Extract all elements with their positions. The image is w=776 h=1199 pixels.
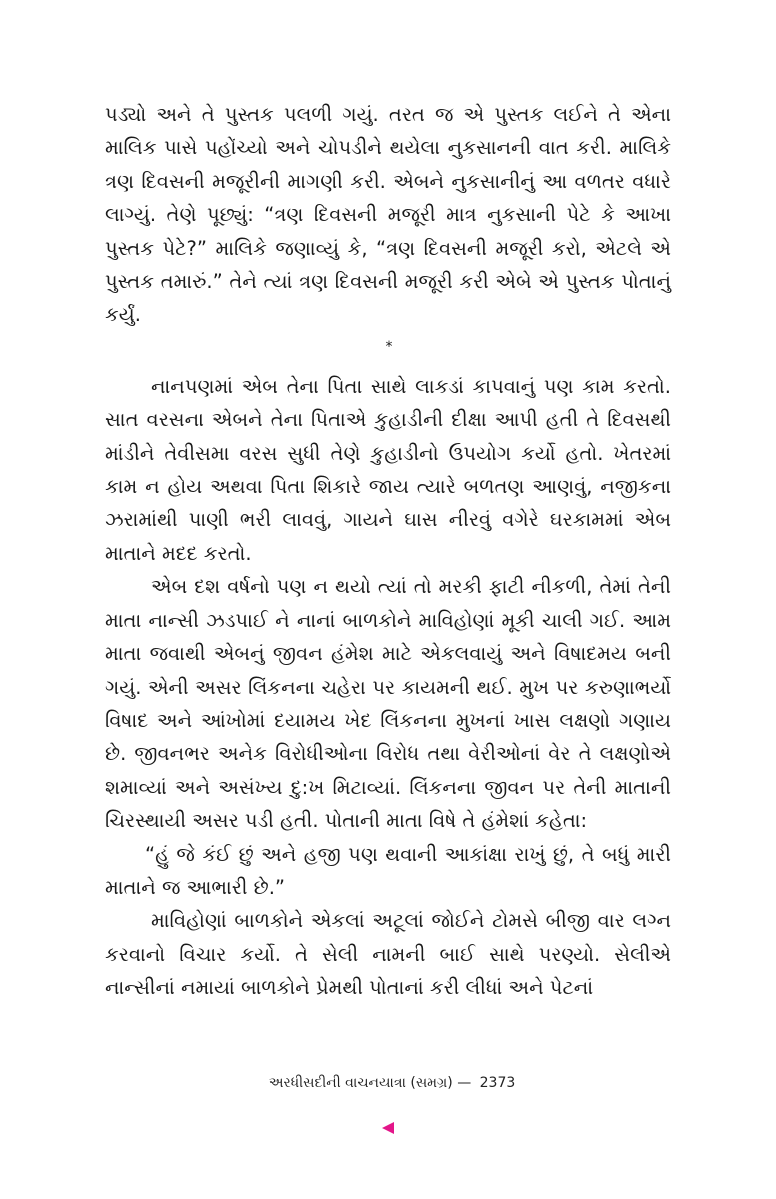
- previous-page-arrow-icon[interactable]: [382, 1122, 394, 1134]
- page-body: [105, 98, 671, 1005]
- footer-book-title: અરધીસદીની વાચનયાત્રા (સમગ્ર): [268, 1075, 453, 1091]
- paragraph-remarriage: માવિહોણાં બાળકોને એકલાં અટૂલાં જોઈને ટોમસે બીજી વાર લગ્ન કરવાનો વિચાર કર્યો. તે સેલી નામની બાઈ સાથે પરણ્યો. સેલીએ નાન્સીનાં નમાયાં બાળકોને પ્રેમથી પોતાનાં કરી લીધાં અને પેટનાં: [105, 909, 671, 1000]
- footer-dash: —: [457, 1075, 472, 1091]
- paragraph-continuation: પડ્યો અને તે પુસ્તક પલળી ગયું. તરત જ એ પુસ્તક લઈને તે એના માલિક પાસે પહોંચ્યો અને ચોપડીને થયેલા નુકસાનની વાત કરી. માલિકે ત્રણ દિવસની મજૂરીની માગણી કરી. એબને નુકસાનીનું આ વળતર વધારે લાગ્યું. તેણે પૂછ્યું: “ત્રણ દિવસની મજૂરી માત્ર નુકસાની પેટે કે આખા પુસ્તક પેટે?” માલિકે જણાવ્યું કે, “ત્રણ દિવસની મજૂરી કરો, એટલે એ પુસ્તક તમારું.” તેને ત્યાં ત્રણ દિવસની મજૂરી કરી એબે એ પુસ્તક પોતાનું કર્યું.: [105, 103, 671, 327]
- paragraph-mother: એબ દશ વર્ષનો પણ ન થયો ત્યાં તો મરકી ફાટી નીકળી, તેમાં તેની માતા નાન્સી ઝડપાઈ ને નાનાં બાળકોને માવિહોણાં મૂકી ચાલી ગઈ. આમ માતા જવાથી એબનું જીવન હંમેશ માટે એકલવાયું અને વિષાદમય બની ગયું. એની અસર લિંકનના ચહેરા પર કાયમની થઈ. મુખ પર કરુણાભર્યો વિષાદ અને આંખોમાં દયામય ખેદ લિંકનના મુખનાં ખાસ લક્ષણો ગણાય છે. જીવનભર અનેક વિરોધીઓના વિરોધ તથા વેરીઓનાં વેર તે લક્ષણોએ શમાવ્યાં અને અસંખ્ય દુ:ખ મિટાવ્યાં. લિંકનના જીવન પર તેની માતાની ચિરસ્થાયી અસર પડી હતી. પોતાની માતા વિષે તે હંમેશાં કહેતા:: [105, 575, 671, 833]
- section-separator: *: [385, 338, 393, 355]
- paragraph-childhood: નાનપણમાં એબ તેના પિતા સાથે લાકડાં કાપવાનું પણ કામ કરતો. સાત વરસના એબને તેના પિતાએ કુહાડીની દીક્ષા આપી હતી તે દિવસથી માંડીને તેવીસમા વરસ સુધી તેણે કુહાડીનો ઉપયોગ કર્યો હતો. ખેતરમાં કામ ન હોય અથવા પિતા શિકારે જાય ત્યારે બળતણ આણવું, નજીકના ઝરામાંથી પાણી ભરી લાવવું, ગાયને ઘાસ નીરવું વગેરે ઘરકામમાં એબ માતાને મદદ કરતો.: [105, 374, 671, 565]
- footer-page-number: 2373: [479, 1075, 516, 1091]
- page-footer: [0, 1074, 776, 1092]
- paragraph-quote: “હું જે કંઈ છું અને હજી પણ થવાની આકાંક્ષા રાખું છું, તે બધું મારી માતાને જ આભારી છે.”: [105, 842, 671, 899]
